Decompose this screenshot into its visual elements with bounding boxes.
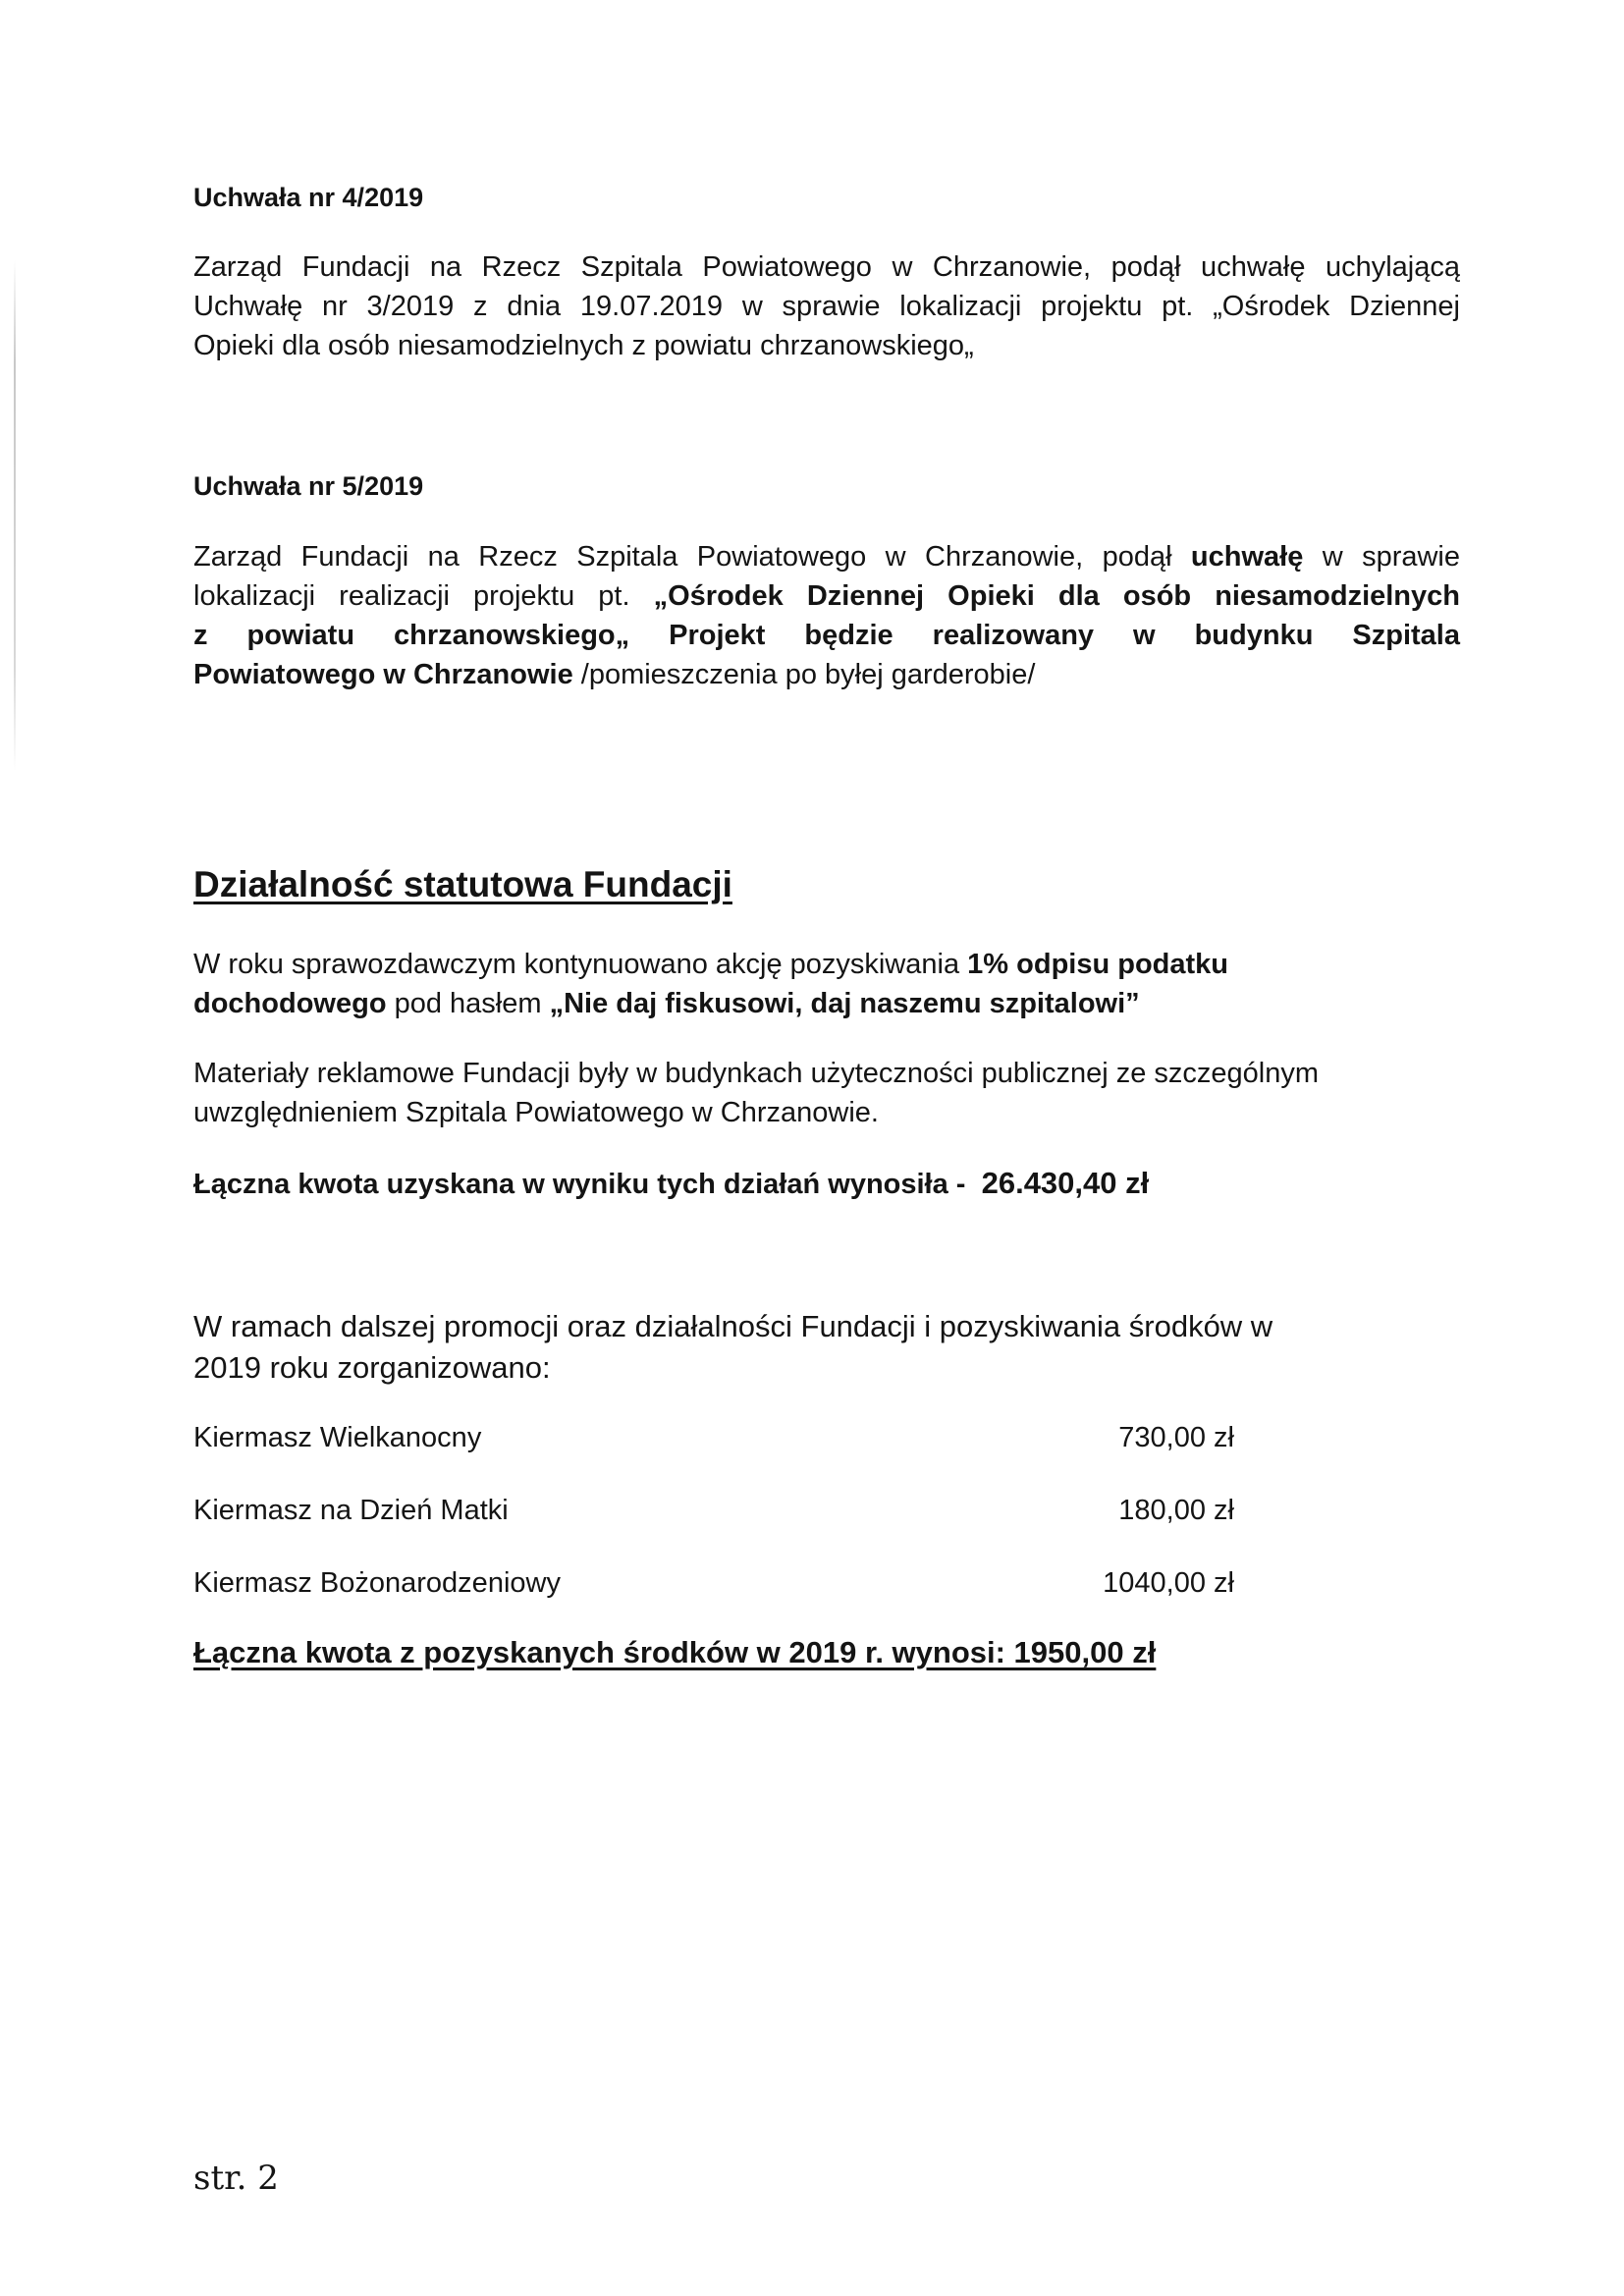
promotion-line-1: W ramach dalszej promocji oraz działalności Fundacji i pozyskiwania środków w	[193, 1309, 1273, 1343]
fair-amount: 1040,00 zł	[1103, 1567, 1234, 1599]
resolution-4-body	[193, 247, 1460, 365]
resolution-4-heading: Uchwała nr 4/2019	[193, 183, 424, 212]
fair-label: Kiermasz Bożonarodzeniowy	[193, 1567, 561, 1599]
promotion-line-2: 2019 roku zorganizowano:	[193, 1350, 551, 1385]
resolution-4-line-2: Uchwałę nr 3/2019 z dnia 19.07.2019 w sprawie lokalizacji projektu pt. „Ośrodek Dziennej	[193, 291, 1460, 322]
one-percent-line-2: dochodowego pod hasłem „Nie daj fiskusowi, daj naszemu szpitalowi”	[193, 988, 1140, 1019]
resolution-4-line-3: Opieki dla osób niesamodzielnych z powiatu chrzanowskiego„	[193, 330, 974, 361]
total-amount-label: Łączna kwota uzyskana w wyniku tych działań wynosiła -	[193, 1169, 966, 1200]
fair-label: Kiermasz Wielkanocny	[193, 1422, 482, 1453]
resolution-5-line-2: lokalizacji realizacji projektu pt. „Ośrodek Dziennej Opieki dla osób niesamodzielnych	[193, 580, 1460, 612]
resolution-5-line-4: Powiatowego w Chrzanowie /pomieszczenia po byłej garderobie/	[193, 659, 1036, 690]
one-percent-paragraph	[193, 945, 1460, 1023]
fairs-summary: Łączna kwota z pozyskanych środków w 2019 r. wynosi: 1950,00 zł	[193, 1635, 1157, 1669]
one-percent-line-1: W roku sprawozdawczym kontynuowano akcję pozyskiwania 1% odpisu podatku	[193, 949, 1229, 980]
resolution-5-line-1: Zarząd Fundacji na Rzecz Szpitala Powiatowego w Chrzanowie, podął uchwałę w sprawie	[193, 541, 1460, 573]
scan-edge-shadow	[14, 260, 16, 771]
fair-amount: 180,00 zł	[1118, 1495, 1234, 1526]
total-amount-line	[193, 1164, 1460, 1204]
fair-label: Kiermasz na Dzień Matki	[193, 1495, 509, 1526]
fair-amount: 730,00 zł	[1118, 1422, 1234, 1453]
materials-paragraph	[193, 1054, 1460, 1132]
resolution-5-line-3: z powiatu chrzanowskiego„ Projekt będzie realizowany w budynku Szpitala	[193, 620, 1460, 651]
materials-line-1: Materiały reklamowe Fundacji były w budynkach użyteczności publicznej ze szczególnym	[193, 1058, 1319, 1089]
resolution-5-heading: Uchwała nr 5/2019	[193, 471, 424, 501]
materials-line-2: uwzględnieniem Szpitala Powiatowego w Chrzanowie.	[193, 1097, 879, 1128]
section-title: Działalność statutowa Fundacji	[193, 864, 732, 904]
resolution-5-body	[193, 537, 1460, 694]
promotion-paragraph	[193, 1306, 1460, 1389]
total-amount-value: 26.430,40 zł	[981, 1166, 1150, 1200]
resolution-4-line-1: Zarząd Fundacji na Rzecz Szpitala Powiatowego w Chrzanowie, podął uchwałę uchylającą	[193, 251, 1460, 283]
page-number: str. 2	[193, 2159, 279, 2198]
